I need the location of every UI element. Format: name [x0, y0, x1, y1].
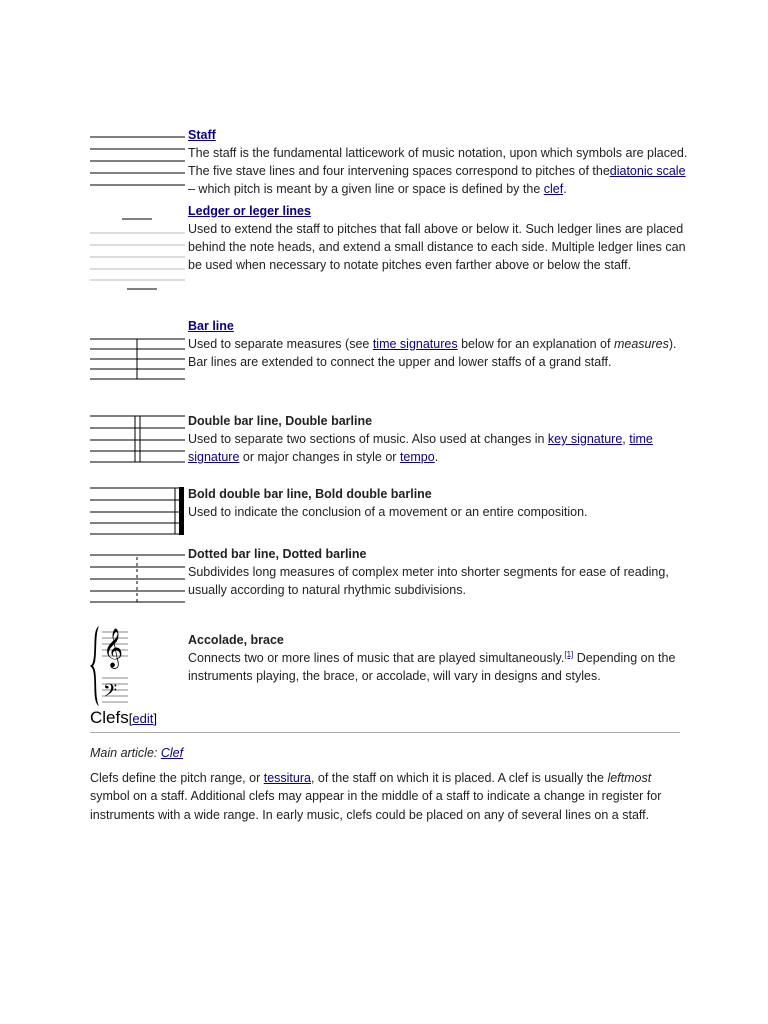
- diatonic-scale-link[interactable]: diatonic scale: [609, 164, 686, 178]
- double-bar-line-entry: Double bar line, Double barline Used to separate two sections of music. Also used at changes in key signature, time signature or major changes in style or tempo.: [188, 412, 688, 466]
- ledger-lines-symbol: [90, 212, 186, 292]
- staff-desc: The staff is the fundamental latticework of music notation, upon which symbols are placed. The five stave lines and four intervening spaces correspond to pitches of the: [188, 146, 688, 178]
- main-article-note: Main article: Clef: [90, 746, 184, 760]
- accolade-title: Accolade, brace: [188, 633, 284, 647]
- clefs-heading: Clefs[edit]: [90, 708, 157, 727]
- time-signatures-link[interactable]: time signatures: [372, 337, 458, 351]
- tempo-link[interactable]: tempo: [399, 450, 435, 464]
- accolade-brace-symbol: [90, 624, 130, 708]
- dotted-bar-line-entry: Dotted bar line, Dotted barline Subdivides long measures of complex meter into shorter segments for ease of reading, usually according to natural rhythmic subdivisions.: [188, 545, 688, 599]
- bold-double-bar-line-entry: Bold double bar line, Bold double barline Used to indicate the conclusion of a movement or an entire composition.: [188, 485, 688, 521]
- treble-clef-icon: 𝄞: [103, 628, 124, 668]
- clefs-paragraph: Clefs define the pitch range, or tessitura, of the staff on which it is placed. A clef is usually the leftmost symbol on a staff. Additional clefs may appear in the middle of a staff to indicate a change in register for instruments with a wide range. In early music, clefs could be placed on any of several lines on a staff.: [90, 771, 662, 822]
- bar-line-entry: Bar line Used to separate measures (see time signatures below for an explanation of measures). Bar lines are extended to connect the upper and lower staffs of a grand staff.: [188, 317, 688, 371]
- ledger-title-link[interactable]: Ledger or leger lines: [188, 204, 311, 218]
- edit-link[interactable]: edit: [132, 711, 154, 726]
- bold-double-bar-line-title: Bold double bar line, Bold double barline: [188, 487, 432, 501]
- dotted-bar-line-title: Dotted bar line, Dotted barline: [188, 547, 367, 561]
- double-bar-line-title: Double bar line, Double barline: [188, 414, 373, 428]
- bass-clef-icon: 𝄢: [103, 681, 118, 706]
- bar-line-symbol: [90, 335, 186, 385]
- clefs-heading-text: Clefs: [90, 708, 129, 727]
- ledger-desc: Used to extend the staff to pitches that fall above or below it. Such ledger lines are placed behind the note heads, and extend a small distance to each side. Multiple ledger lines can be used when necessary to notate pitches even farther above or below the staff.: [188, 222, 686, 272]
- dotted-bar-line-symbol: [90, 551, 186, 605]
- time-signature-link[interactable]: time signature: [188, 432, 653, 464]
- accolade-entry: Accolade, brace Connects two or more lines of music that are played simultaneously.[1] Depending on the instruments playing, the brace, or accolade, will vary in designs and styles.: [188, 631, 688, 685]
- staff-title-link[interactable]: Staff: [188, 128, 216, 142]
- ledger-entry: [188, 202, 688, 274]
- staff-symbol: [90, 132, 186, 188]
- main-article-clef-link[interactable]: Clef: [160, 746, 184, 760]
- bold-double-bar-line-symbol: [90, 484, 186, 536]
- double-bar-line-symbol: [90, 412, 186, 464]
- section-divider: [90, 732, 680, 733]
- clef-link[interactable]: clef: [543, 182, 564, 196]
- key-signature-link[interactable]: key signature: [547, 432, 623, 446]
- staff-entry: Staff The staff is the fundamental latticework of music notation, upon which symbols are placed. The five stave lines and four intervening spaces correspond to pitches of thediatonic scale – which pitch is meant by a given line or space is defined by the clef.: [188, 128, 688, 196]
- bar-line-title-link[interactable]: Bar line: [188, 319, 234, 333]
- reference-link[interactable]: [1]: [564, 649, 574, 659]
- tessitura-link[interactable]: tessitura: [263, 771, 311, 785]
